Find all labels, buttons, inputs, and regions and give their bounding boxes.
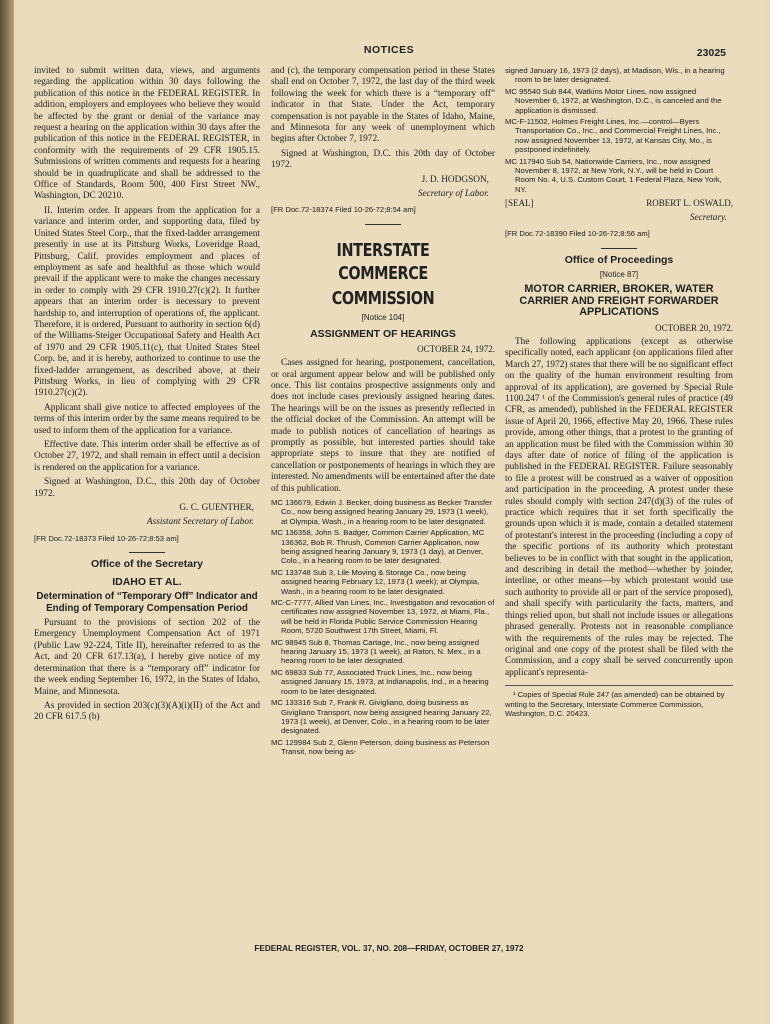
case-entry: MC 98945 Sub 8, Thomas Cartage, Inc., now being assigned hearing January 15, 1973 (1 week), at Raton, N. Mex., in a hearing room to be later designated. [271,637,481,666]
agency-title-line1: INTERSTATE COMMERCE [336,239,430,284]
column-right [505,66,733,718]
dateline: OCTOBER 24, 1972. [417,343,495,354]
case-entry: MC 95540 Sub 844, Watkins Motor Lines, now assigned November 6, 1972, at Washington, D.C., is canceled and the application is dismissed. [505,86,722,115]
paragraph: The following applications (except as otherwise specifically noted, each applicant (on applications filed after March 27, 1972) states that there will be no significant effect on the quality of the human environment resulting from approval of its application), are governed by Special Rule 1100.247 ¹ of the Commission's general rules of practice (49 CFR, as amended), published in the FEDERAL REGISTER issue of April 20, 1966, effective May 20, 1966. These rules provide, among other things, that a protest to the granting of an application must be filed with the Commission within 30 days after date of notice of filing of the application is published in the FEDERAL REGISTER. Failure seasonably to file a protest will be construed as a waiver of opposition and participation in the proceeding. A protest under these rules should comply with section 247(d)(3) of the rules of practice which requires that it set forth specifically the grounds upon which it is made, contain a detailed statement of protestant's interest in the proceeding (including a copy of the specific portions of its authority which protestant believes to be in conflict with that sought in the application, and describing in detail the method—whether by joinder, interline, or other means—by which protestant would use such authority to provide all or part of the service proposed), and shall specify with particularity the facts, matters, and things relied upon, but shall not include issues or allegations phrased generally. Protests not in reasonable compliance with the requirements of the rules may be rejected. The original and one copy of the protest shall be filed with the Commission, and a copy shall be served concurrently upon applicant's representa- [505,336,733,678]
case-entry: MC 129984 Sub 2, Glenn Peterson, doing business as Peterson Transit, now being as- [271,737,490,757]
paragraph: Cases assigned for hearing, postponement, cancellation, or oral argument appear below and will be published only once. This list contains prospective assignments only and does not include cases previously assigned hearing dates. The hearings will be on the issues as presently reflected in the official docket of the Commission. An attempt will be made to publish notices of cancellation of hearings as promptly as possible, but interested parties should take appropriate steps to insure that they are notified of cancellation or postponements of hearings in which they are interested. No amendments will be entertained after the date of this publication. [271,358,495,494]
case-entry: MC 136358, John S. Badger, Common Carrier Application, MC 136362, Bob R. Thrush, Common Carrier Application, now being assigned hearing January 9, 1973 (1 day), at Denver, Colo., in a hearing room to be later designated. [271,528,485,566]
running-footer: FEDERAL REGISTER, VOL. 37, NO. 208—FRIDAY, OCTOBER 27, 1972 [254,944,524,953]
paragraph: Pursuant to the provisions of section 202 of the Emergency Unemployment Compensation Act of 1971 (Public Law 92-224, Title II), hereinafter referred to as the Act, and 20 CFR 617.13(a), I hereby give notice of my determination that there is a “temporary off” indicator for the week ending September 16, 1972, in the States of Idaho, Maine, and Minnesota. [34,618,260,697]
signer-title: Assistant Secretary of Labor. [146,517,254,528]
running-header: NOTICES [363,44,415,56]
notice-number: [Notice 87] [599,269,639,279]
agency-heading: IDAHO ET AL. [112,575,182,588]
office-heading: Office of the Secretary [90,558,204,571]
section-heading: ASSIGNMENT OF HEARINGS [310,328,456,341]
office-heading: Office of Proceedings [564,253,674,266]
case-entry: MC-C-7777, Allied Van Lines, Inc., Investigation and revocation of certificates now assigned November 13, 1972, at Miami, Fla., will be held in Florida Public Service Commission Hearing Room, 5720 Southwest 17th Street, Miami, Fl. [271,598,495,636]
section-divider [129,552,165,553]
case-entry: MC 117940 Sub 54, Nationwide Carriers, Inc., now assigned November 8, 1972, at New York, N.Y., will be held in Court Room No. 4, U.S. Custom Court, 1 Federal Plaza, New York, NY. [505,156,722,194]
paragraph: Effective date. This interim order shall be effective as of October 27, 1972, and shall remain in effect until a decision is rendered on the application for a variance. [34,440,260,473]
binding-edge [0,0,14,1024]
paragraph: Signed at Washington, D.C. this 20th day of October 1972. [271,148,495,171]
signer-name: J. D. HODGSON, [421,174,489,185]
column-left [34,66,260,727]
signer-title: Secretary. [689,212,727,223]
signer-name: G. C. GUENTHER, [179,503,254,514]
section-divider [601,248,637,249]
section-heading: MOTOR CARRIER, BROKER, WATER CARRIER AND FREIGHT FORWARDER APPLICATIONS [519,283,719,319]
signer-name: ROBERT L. OSWALD, [646,198,733,209]
document-title: Determination of “Temporary Off” Indicator and Ending of Temporary Compensation Period [36,591,258,615]
fr-doc-line: [FR Doc.72-18374 Filed 10-26-72;8:54 am] [271,205,416,215]
fr-doc-line: [FR Doc.72-18373 Filed 10-26-72;8:53 am] [34,533,179,543]
signature-row [505,198,733,209]
paragraph: Signed at Washington, D.C., this 20th day of October 1972. [34,477,260,499]
case-entry: MC 133748 Sub 3, Lile Moving & Storage Co., now being assigned hearing February 12, 1973 (1 week); at Olympia, Wash., in a hearing room to be later designated. [271,567,480,596]
column-middle [271,66,495,759]
case-entry: MC 136679, Edwin J. Becker, doing business as Becker Transfer Co., now being assigned hearing January 29, 1973 (1 week), at Olympia, Wash., in a hearing room to be later designated. [271,497,492,526]
seal-mark: [SEAL] [505,198,534,209]
notice-number: [Notice 104] [361,312,405,322]
case-entry: MC 133316 Sub 7, Frank R. Givigliano, doing business as Givigliano Transport, now being assigned hearing January 22, 1973 (1 week), at Denver, Colo., in a hearing room to be later designated. [271,698,492,736]
agency-title-line2: COMMISSION [331,287,435,309]
paragraph: and (c), the temporary compensation period in these States shall end on October 7, 1972, the last day of the third week following the week for which there is a “temporary off” indicator in that State. Under the Act, temporary compensation is not payable in the States of Idaho, Maine, and Minnesota for any week of unemployment which begins after October 7, 1972. [271,66,495,145]
section-divider [365,224,401,225]
case-entry: MC-F-11502, Holmes Freight Lines, Inc.—control—Byers Transportation Co., Inc., and Commercial Freight Lines, Inc., now assigned November 13, 1972, at Kansas City, Mo., is postponed indefinitely. [505,117,721,155]
paragraph: As provided in section 203(c)(3)(A)(i)(II) of the Act and 20 CFR 617.5 (b) [34,700,260,723]
case-entry: MC 69833 Sub 77, Associated Truck Lines, Inc., now being assigned January 15, 1973, at Indianapolis, Ind., in a hearing room to be later designated. [271,667,489,696]
paragraph: Applicant shall give notice to affected employees of the terms of this interim order by the same means required to be used to inform them of the application for a variance. [34,402,260,436]
fr-doc-line: [FR Doc.72-18390 Filed 10-26-72;8:56 am] [505,229,650,239]
footnote: ¹ Copies of Special Rule 247 (as amended) can be obtained by writing to the Secretary, Interstate Commerce Commission, Washington, D.C. 20423. [505,685,733,718]
paragraph: II. Interim order. It appears from the application for a variance and interim order, and supporting data, filed by United States Steel Corp., that the fixed-ladder arrangement presently in use at its Pittsburg Works, Loveridge Road, Pittsburg, Calif. provides employment and places of employment as safe and healthful as those which would prevail if the applicant were to make the changes necessary in order to comply with 29 CFR 1910.27(c)(2). It further appears that an interim order is necessary to prevent hardship to, and interruption of operations of, the applicant. Therefore, it is ordered, Pursuant to authority in section 6(d) of the Williams-Steiger Occupational Safety and Health Act of 1970 and 29 CFR 1905.11(c), that United States Steel Corp. be, and it is hereby, authorized to continue to use the fixed-ladder arrangement, as described above, at their Pittsburg Works, in lieu of complying with 29 CFR 1910.27(c)(2). [34,205,260,399]
document-page [14,0,764,1024]
paragraph: invited to submit written data, views, and arguments regarding the application within 30 days following the publication of this notice in the FEDERAL REGISTER. In addition, employers and employees who believe they would be affected by the grant or denial of the variance may request a hearing on the application within 30 days after the publication of this notice in the FEDERAL REGISTER, in conformity with the requirements of 29 CFR 1905.15. Submissions of written comments and requests for a hearing should be in quadruplicate and shall be addressed to the Office of Standards, Room 500, 400 First Street NW., Washington, DC 20210. [34,66,260,202]
signer-title: Secretary of Labor. [417,189,489,200]
page-number: 23025 [696,47,726,59]
case-entry: signed January 16, 1973 (2 days), at Madison, Wis., in a hearing room to be later designated. [505,66,725,85]
dateline: OCTOBER 20, 1972. [655,322,733,333]
